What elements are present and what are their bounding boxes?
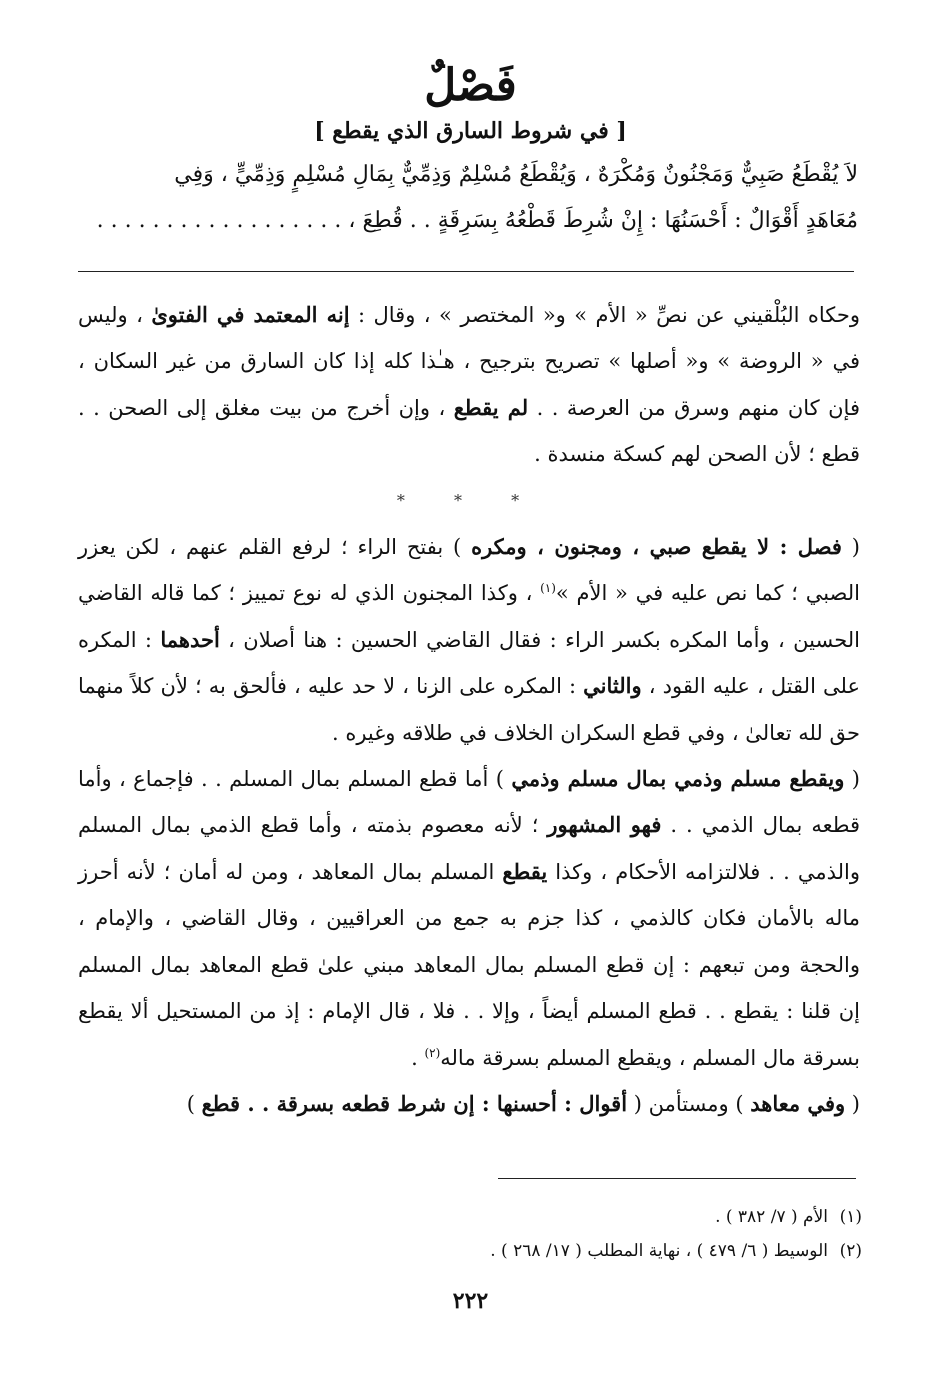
commentary-intro: وحكاه البُلْقيني عن نصِّ « الأم » و« المختصر » ، وقال : إنه المعتمد في الفتوىٰ ، وليس في « الروضة » و« أصلها » تصريح بترجيح ، هـٰذا كله إذا كان السارق من غير السكان ، فإن كان منهم وسرق من العرصة . . لم يقطع ، وإن أخرج من بيت مغلق إلى الصحن . . قطع ؛ لأن الصحن لهم كسكة منسدة . — [78, 302, 860, 467]
commentary-paragraph-3: ( وفي معاهد ) ومستأمن ( أقوال : أحسنها : إن شرط قطعه بسرقة . . قطع ) — [186, 1090, 860, 1116]
footnote-ref-1: (١) — [540, 581, 556, 596]
footnotes — [78, 1200, 862, 1268]
section-subtitle: [ في شروط السارق الذي يقطع ] — [314, 118, 627, 144]
main-text — [84, 152, 858, 244]
divider-line — [78, 271, 854, 272]
commentary-paragraph-1: ( فصل : لا يقطع صبي ، ومجنون ، ومكره ) بفتح الراء ؛ لرفع القلم عنهم ، لكن يعزر الصبي ؛ كما نص عليه في « الأم »$^{(١)}$ ، وكذا المجنون الذي له نوع تمييز ؛ كما قاله القاضي الحسين ، وأما المكره بكسر الراء : فقال القاضي الحسين : هنا أصلان ، أحدهما : المكره على القتل ، عليه القود ، والثاني : المكره على الزنا ، لا حد عليه ، فألحق به ؛ لأن كلاً منهما حق لله تعالىٰ ، وفي قطع السكران الخلاف في طلاقه وغيره . — [78, 534, 860, 745]
footnote-2: (٢)الوسيط ( ٦/ ٤٧٩ ) ، نهاية المطلب ( ١٧/ ٢٦٨ ) . — [490, 1241, 862, 1261]
commentary-paragraph-2: ( ويقطع مسلم وذمي بمال مسلم وذمي ) أما قطع المسلم بمال المسلم . . فإجماع ، وأما قطعه بمال الذمي . . فهو المشهور ؛ لأنه معصوم بذمته ، وأما قطع الذمي بمال المسلم والذمي . . فلالتزامه الأحكام ، وكذا يقطع المسلم بمال المعاهد ، ومن له أمان ؛ لأنه أحرز ماله بالأمان فكان كالذمي ، كذا جزم به جمع من العراقيين ، وقال القاضي ، والإمام ، والحجة ومن تبعهم : إن قطع المسلم بمال المعاهد مبني علىٰ قطع المعاهد بمال المسلم إن قلنا : يقطع . . قطع المسلم أيضاً ، وإلا . . فلا ، قال الإمام : إذ من المستحيل ألا يقطع بسرقة مال المسلم ، ويقطع المسلم بسرقة ماله$^{(٢)}$ . — [78, 766, 861, 1070]
main-text-line-1: لاَ يُقْطَعُ صَبِيٌّ وَمَجْنُونٌ وَمُكْرَهٌ ، وَيُقْطَعُ مُسْلِمٌ وَذِمِّيٌّ بِمَالِ مُسْلِمٍ وَذِمِّيٍّ ، وَفِي — [174, 162, 858, 187]
section-separator: * * * — [396, 490, 542, 510]
section-heading-ornament: فَصْلٌ — [424, 60, 517, 111]
footnote-1: (١)الأم ( ٧/ ٣٨٢ ) . — [715, 1207, 862, 1227]
footnote-ref-2: (٢) — [424, 1045, 441, 1060]
main-text-line-2: مُعَاهَدٍ أَقْوَالٌ : أَحْسَنُهَا : إِنْ شُرِطَ قَطْعُهُ بِسَرِقَةٍ . . قُطِعَ ، . . . . . . . . . . . . . . . . . . — [96, 208, 858, 233]
footnote-divider — [498, 1178, 856, 1179]
commentary — [78, 292, 860, 1127]
page-number: ٢٢٢ — [452, 1288, 489, 1314]
